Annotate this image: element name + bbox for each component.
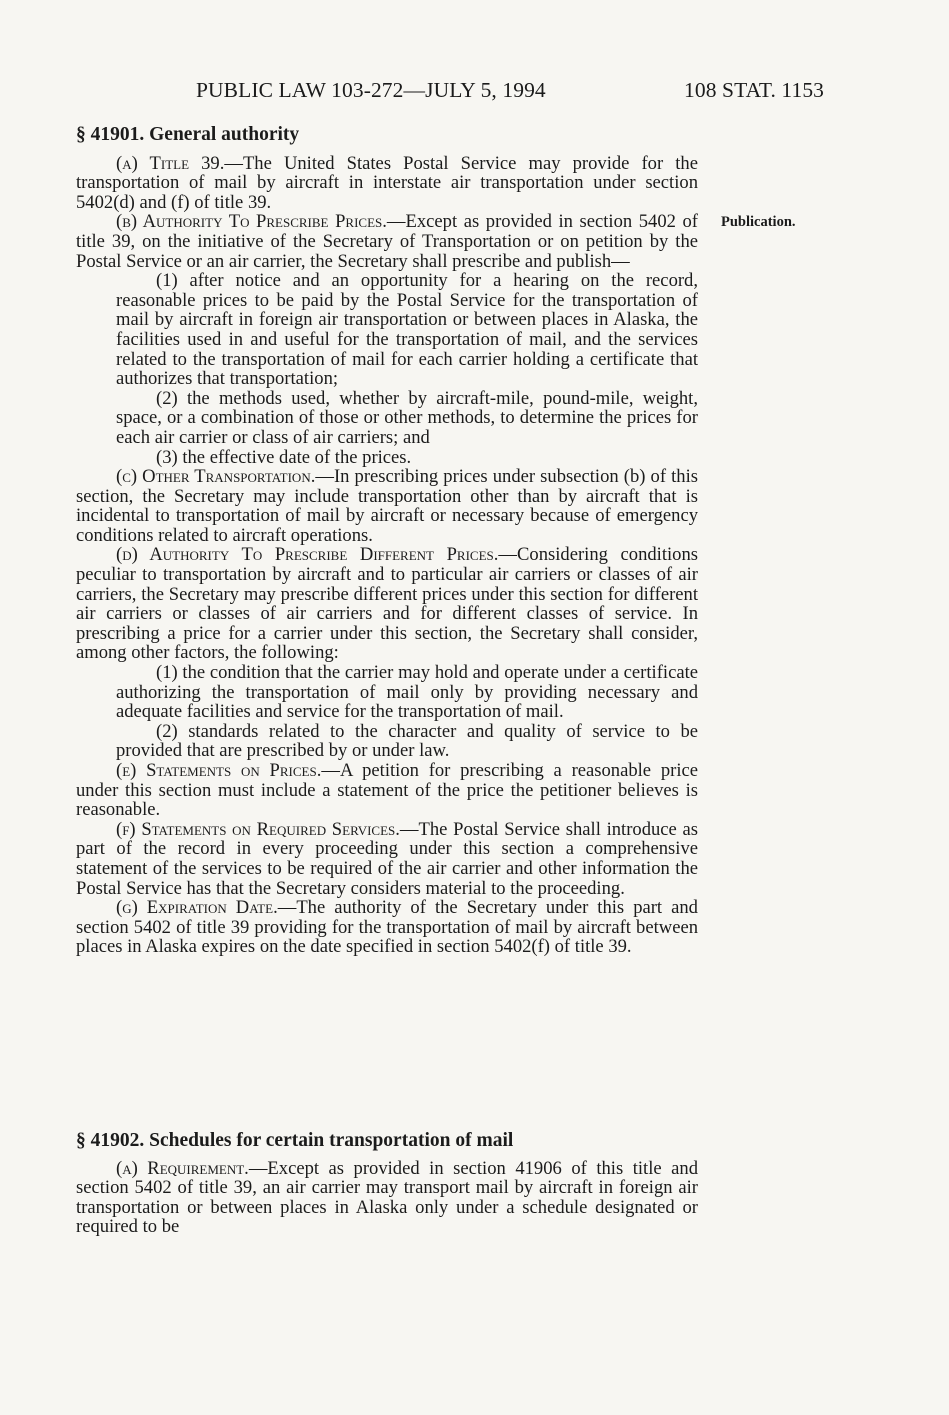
subsection-b [76, 212, 698, 271]
subsection-c [76, 467, 698, 545]
subsection-b-head: (b) Authority To Prescribe Prices. [116, 211, 387, 233]
subsection-e-head: (e) Statements on Prices. [116, 760, 322, 781]
paragraph-b1: (1) after notice and an opportunity for a hearing on the record, reasonable prices to be paid by the Postal Service for the transportation of mail by aircraft in foreign air transportation or between places in Alaska, the facilities used in and useful for the transportation of mail, and the services related to the transportation of mail for each carrier holding a certificate that authorizes that transportation; [116, 270, 698, 390]
subsection-c-head: (c) Other Transportation. [116, 466, 316, 488]
paragraph-d1: (1) the condition that the carrier may hold and operate under a certificate authorizing the transportation of mail only by providing necessary and adequate facilities and service for the transportation of mail. [116, 662, 698, 723]
subsection-e-text: —A petition for prescribing a reasonable price under this section must include a statement of the price the petitioner believes is reasonable. [76, 760, 698, 821]
subsection-d-text: —Considering conditions peculiar to transportation by aircraft and to particular air carriers or classes of air carriers, the Secretary may prescribe different prices under this section for different air carriers or classes of air carriers and for different classes of service. In prescribing a price for a carrier under this section, the Secretary shall consider, among other factors, the following: [76, 544, 698, 664]
margin-note-publication: Publication. [721, 214, 796, 230]
paragraph-b3: (3) the effective date of the prices. [156, 446, 412, 468]
section-41901-heading: § 41901. General authority [76, 124, 300, 145]
subsection-d-head: (d) Authority To Prescribe Different Prices. [116, 544, 499, 566]
paragraph-d2: (2) standards related to the character and quality of service to be provided that are prescribed by or under law. [116, 720, 698, 762]
section-41901 [76, 125, 698, 957]
paragraph-b2: (2) the methods used, whether by aircraft-mile, pound-mile, weight, space, or a combination of those or other methods, to determine the prices for each air carrier or class of air carriers; and [116, 387, 698, 448]
subsection-41902-a [76, 1159, 698, 1237]
subsection-b-text: —Except as provided in section 5402 of title 39, on the initiative of the Secretary of Transportation or on petition by the Postal Service or an air carrier, the Secretary shall prescribe and publish— [76, 211, 698, 272]
subsection-a-head: (a) Title 39. [116, 152, 225, 174]
section-41902-heading: § 41902. Schedules for certain transportation of mail [76, 1130, 514, 1151]
subsection-f [76, 820, 698, 898]
subsection-c-text: —In prescribing prices under subsection (b) of this section, the Secretary may include transportation other than by aircraft that is incidental to transportation of mail by aircraft or necessary because of emergency conditions related to aircraft operations. [76, 466, 698, 546]
subsection-41902-a-head: (a) Requirement. [116, 1157, 249, 1179]
subsection-41902-a-text: —Except as provided in section 41906 of this title and section 5402 of title 39, an air carrier may transport mail by aircraft in foreign air transportation or between places in Alaska only under a schedule designated or required to be [76, 1157, 698, 1238]
statute-page-number: 108 STAT. 1153 [684, 78, 825, 102]
subsection-a [76, 154, 698, 213]
subsection-g-head: (g) Expiration Date. [116, 897, 278, 919]
subsection-g-text: —The authority of the Secretary under this part and section 5402 of title 39 providing for the transportation of mail by aircraft between places in Alaska expires on the date specified in section 5402(f) of title 39. [76, 897, 698, 958]
subsection-f-text: —The Postal Service shall introduce as part of the record in every proceeding under this section a comprehensive statement of the services to be required of the air carrier and other information the Postal Service has that the Secretary considers material to the proceeding. [76, 818, 698, 899]
public-law-citation: PUBLIC LAW 103-272—JULY 5, 1994 [196, 78, 546, 102]
section-41902 [76, 1131, 698, 1237]
subsection-d [76, 545, 698, 663]
subsection-e [76, 761, 698, 820]
subsection-f-head: (f) Statements on Required Services. [116, 818, 400, 840]
subsection-a-text: —The United States Postal Service may provide for the transportation of mail by aircraft in interstate air transportation under section 5402(d) and (f) of title 39. [76, 152, 698, 213]
subsection-g [76, 898, 698, 957]
